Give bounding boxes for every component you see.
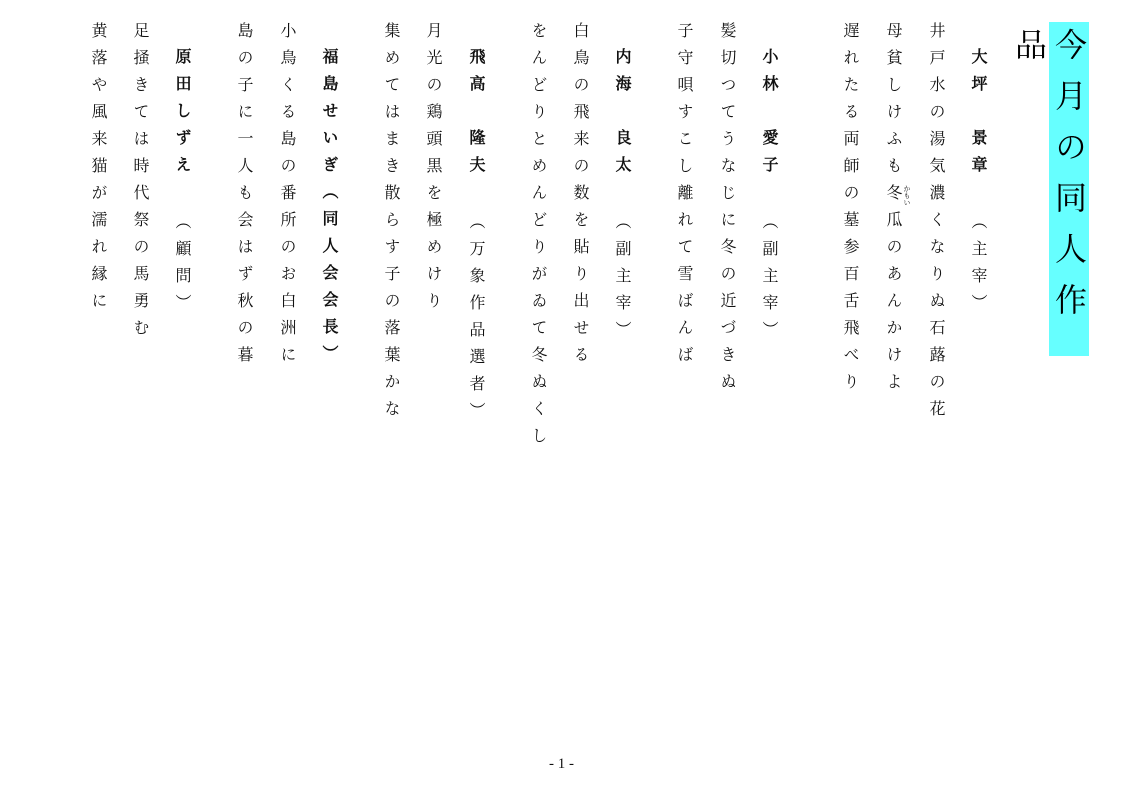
poem: をんどりとめんどりがゐて冬ぬくし [529, 22, 548, 454]
poem: 黄落や風来猫が濡れ縁に [89, 22, 108, 319]
author-name-text: 内海 良太 [613, 48, 632, 183]
author-role: （同人会会長） [320, 183, 339, 372]
poem: 島の子に一人も会はず秋の暮 [235, 22, 254, 373]
author-name [966, 48, 990, 321]
ruby-annotation: かもい [903, 185, 911, 206]
poem: 小鳥くる島の番所のお白洲に [278, 22, 297, 373]
author-name-text: 福島せいぎ [320, 48, 339, 183]
poem: 髪切つてうなじに冬の近づきぬ [718, 22, 737, 400]
author-name [170, 48, 194, 321]
author-role: （主宰） [969, 213, 988, 321]
author-name-text: 飛高 隆夫 [467, 48, 486, 183]
poem: 足掻きては時代祭の馬勇む [131, 22, 150, 346]
poem: 井戸水の湯気濃くなりぬ石蕗の花 [927, 22, 946, 427]
author-name-text: 小林 愛子 [760, 48, 779, 183]
poem: 遅れたる両師の墓参百舌飛べり [841, 22, 860, 400]
author-name [757, 48, 781, 348]
poem: 集めてはまき散らす子の落葉かな [382, 22, 401, 427]
author-role: （万象作品選者） [467, 213, 486, 429]
author-role: （副主宰） [760, 213, 779, 348]
page-title: 今月の同人作品 [1049, 22, 1089, 356]
poem: 白鳥の飛来の数を貼り出せる [571, 22, 590, 373]
poem: 子守唄すこし離れて雪ばんば [675, 22, 694, 373]
author-role: （顧問） [173, 213, 192, 321]
author-role: （副主宰） [613, 213, 632, 348]
page-number: - 1 - [549, 756, 574, 772]
author-name [464, 48, 488, 429]
author-name [317, 48, 341, 372]
poem: 母貧しけふも冬瓜のあんかけよ [884, 22, 903, 400]
poem: 月光の鶏頭黒を極めけり [424, 22, 443, 319]
author-name [610, 48, 634, 348]
author-name-text: 大坪 景章 [969, 48, 988, 183]
author-name-text: 原田しずえ [173, 48, 192, 183]
